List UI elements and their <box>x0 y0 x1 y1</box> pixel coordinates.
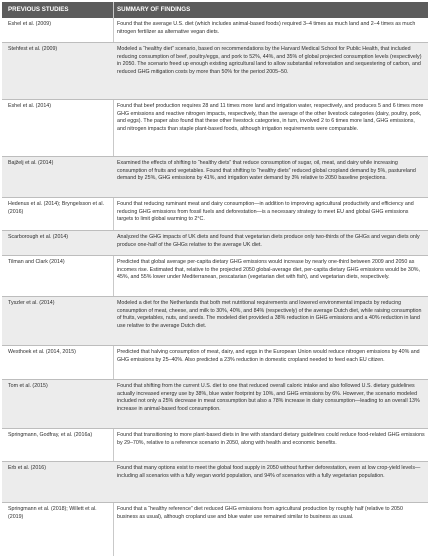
header-previous-studies: PREVIOUS STUDIES <box>8 6 69 13</box>
study-cell: Westhoek et al. (2014, 2015) <box>8 349 76 355</box>
table-row <box>2 18 428 43</box>
study-cell: Tom et al. (2015) <box>8 383 48 389</box>
finding-cell: Found that transitioning to more plant-based diets in line with standard dietary guidelines could reduce food-related GHG emissions by 29–70%, relative to a reference scenario in 2050, along with health and economic benefits. <box>117 432 425 446</box>
table-row <box>2 503 428 556</box>
finding-cell: Modeled a “healthy diet” scenario, based on recommendations by the Harvard Medical School for Public Health, that included reducing consumption of beef, poultry/eggs, and pork to 52%, 44%, and 35% of global projected consumption levels (respectively) in 2050. The scenario freed up enough existing agricultural land to allow substantial reforestation and sequestering of carbon, and reduced GHG mitigation costs by more than 50% for the period 2005–50. <box>117 46 422 76</box>
table-row <box>2 100 428 157</box>
study-cell: Scarborough et al. (2014) <box>8 234 69 240</box>
finding-cell: Examined the effects of shifting to “healthy diets” that reduce consumption of sugar, oil, meat, and dairy while increasing consumption of fruits and vegetables. Found that shifting to “healthy diets” reduced global cropland demand by 5%, pastureland demand by 25%, GHG emissions by 41%, and irrigation water demand by 3% relative to 2050 baseline projections. <box>117 160 416 182</box>
table-row <box>2 380 428 429</box>
header-summary-of-findings: SUMMARY OF FINDINGS <box>117 6 191 13</box>
finding-cell: Analyzed the GHG impacts of UK diets and found that vegetarian diets produce only two-thirds of the GHGs and vegan diets only produce one-half of the GHGs relative to the average UK diet. <box>117 234 420 248</box>
finding-cell: Found that a “healthy reference” diet reduced GHG emissions from agricultural production by roughly half (relative to 2050 business as usual), although cropland use and blue water use remained similar to business as usual. <box>117 506 403 520</box>
study-cell: Springmann et al. (2018); Willett et al. (2019) <box>8 506 97 520</box>
finding-cell: Found that reducing ruminant meat and dairy consumption—in addition to improving agricultural productivity and efficiency and reducing GHG emissions from fossil fuels and deforestation—is a necessary strategy to meet EU and global GHG emissions targets to limit global warming to 2°C. <box>117 201 414 223</box>
study-cell: Bajželj et al. (2014) <box>8 160 54 166</box>
table-row <box>2 346 428 380</box>
table-header <box>2 2 428 18</box>
study-cell: Tyszler et al. (2014) <box>8 300 55 306</box>
table-row <box>2 462 428 503</box>
study-cell: Eshel et al. (2014) <box>8 103 51 109</box>
table-row <box>2 231 428 256</box>
table-row <box>2 256 428 297</box>
finding-cell: Found that the average U.S. diet (which includes animal-based foods) required 3–4 times as much land and 2–4 times as much nitrogen fertilizer as alternative vegan diets. <box>117 21 416 35</box>
study-cell: Erb et al. (2016) <box>8 465 46 471</box>
study-cell: Stehfest et al. (2009) <box>8 46 58 52</box>
findings-table <box>2 2 428 556</box>
finding-cell: Found that many options exist to meet the global food supply in 2050 without further deforestation, even at low crop-yield levels—including all scenarios with a fully vegan world population, and 94% of scenarios with a fully vegetarian population. <box>117 465 421 479</box>
table-row <box>2 157 428 198</box>
finding-cell: Found that beef production requires 28 and 11 times more land and irrigation water, respectively, and produces 5 and 6 times more GHG emissions and reactive nitrogen impacts, respectively, than the average of the other livestock categories (dairy, poultry, pork, and eggs). The paper also found that these other livestock categories, in turn, involved 2 to 6 times more land, GHG emissions, and nitrogen impacts than staple plant-based foods, although irrigation requirements were comparable. <box>117 103 424 133</box>
study-cell: Springmann, Godfray, et al. (2016a) <box>8 432 93 438</box>
table-row <box>2 297 428 346</box>
finding-cell: Predicted that global average per-capita dietary GHG emissions would increase by nearly one-third between 2009 and 2050 as incomes rise. Estimated that, relative to the projected 2050 global-average diet, per-capita dietary GHG emissions would be 30%, 45%, and 55% lower under Mediterranean, pescatarian (vegetarian diet with fish), and vegetarian diets, respectively. <box>117 259 420 281</box>
finding-cell: Found that shifting from the current U.S. diet to one that reduced overall caloric intake and also followed U.S. dietary guidelines actually increased energy use by 38%, blue water footprint by 10%, and GHG emissions by 6%. However, the scenario modeled included not only a 25% decrease in meat consumption but also a 78% increase in dairy consumption—leading to an overall 13% increase in animal-based food consumption. <box>117 383 420 413</box>
finding-cell: Modeled a diet for the Netherlands that both met nutritional requirements and lowered environmental impacts by reducing consumption of meat, cheese, and milk to 30%, 40%, and 84% (respectively) of the average Dutch diet, while raising consumption of fruits, vegetables, nuts, and seeds. The modeled diet provided a 38% reduction in GHG emissions and a 40% reduction in land use relative to the average Dutch diet. <box>117 300 422 330</box>
table-row <box>2 43 428 100</box>
study-cell: Eshel et al. (2009) <box>8 21 51 27</box>
finding-cell: Predicted that halving consumption of meat, dairy, and eggs in the European Union would reduce nitrogen emissions by 40% and GHG emissions by 25–40%. Also predicted a 23% reduction in domestic cropland needed to feed each EU citizen. <box>117 349 420 363</box>
table-row <box>2 198 428 231</box>
table-row <box>2 429 428 462</box>
study-cell: Tilman and Clark (2014) <box>8 259 65 265</box>
study-cell: Hedenus et al. (2014); Bryngelsson et al. (2016) <box>8 201 104 215</box>
